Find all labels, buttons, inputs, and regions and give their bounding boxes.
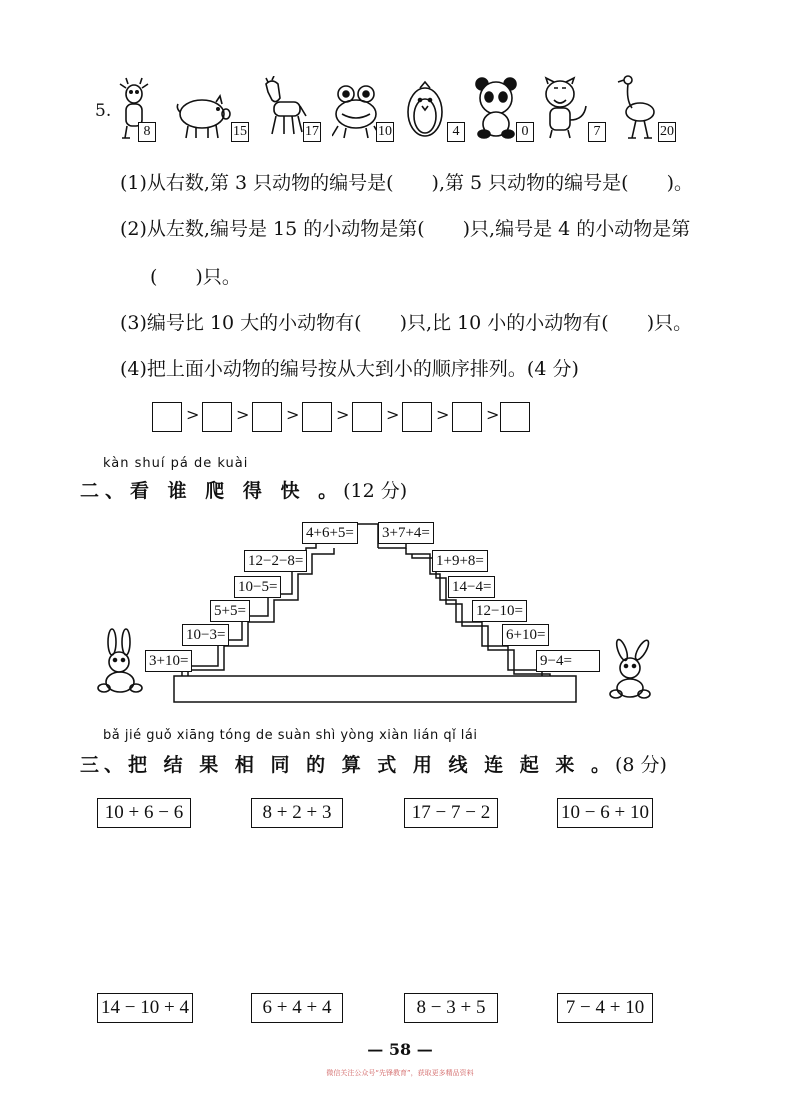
answer-box[interactable] <box>352 402 382 432</box>
step-right-1: 3+7+4= <box>378 522 434 544</box>
expression-bottom-4[interactable]: 7 − 4 + 10 <box>557 993 653 1023</box>
answer-box[interactable] <box>452 402 482 432</box>
section-3-title: 三、把 结 果 相 同 的 算 式 用 线 连 起 来 。(8 分) <box>80 754 667 776</box>
penguin-icon <box>404 80 446 140</box>
greater-than-sign: > <box>186 405 200 424</box>
section-2-title: 二、看 谁 爬 得 快 。(12 分) <box>80 480 408 502</box>
rabbit-right-icon <box>608 638 656 700</box>
question-line-3: (3)编号比 10 大的小动物有( )只,比 10 小的小动物有( )只。 <box>120 312 693 334</box>
ostrich-icon <box>614 74 658 142</box>
greater-than-sign: > <box>486 405 500 424</box>
answer-box[interactable] <box>402 402 432 432</box>
question-line-4: (4)把上面小动物的编号按从大到小的顺序排列。(4 分) <box>120 358 579 380</box>
panda-icon <box>474 76 518 140</box>
expression-bottom-1[interactable]: 14 − 10 + 4 <box>97 993 193 1023</box>
answer-box[interactable] <box>500 402 530 432</box>
section-2-pinyin: kàn shuí pá de kuài <box>103 456 249 471</box>
expression-top-4[interactable]: 10 − 6 + 10 <box>557 798 653 828</box>
frog-icon <box>332 82 382 140</box>
animal-number-tag: 7 <box>588 122 606 142</box>
step-left-2: 12−2−8= <box>244 550 307 572</box>
expression-top-3[interactable]: 17 − 7 − 2 <box>404 798 498 828</box>
step-right-6: 9−4= <box>536 650 600 672</box>
step-right-2: 1+9+8= <box>432 550 488 572</box>
step-left-5: 10−3= <box>182 624 229 646</box>
expression-top-2[interactable]: 8 + 2 + 3 <box>251 798 343 828</box>
expression-top-1[interactable]: 10 + 6 − 6 <box>97 798 191 828</box>
animal-number-tag: 4 <box>447 122 465 142</box>
section-3-pinyin: bǎ jié guǒ xiāng tóng de suàn shì yòng xiàn lián qǐ lái <box>103 728 478 743</box>
step-right-3: 14−4= <box>448 576 495 598</box>
answer-box[interactable] <box>152 402 182 432</box>
question-line-2-cont: ( )只。 <box>150 266 241 288</box>
tiger-icon <box>540 76 590 140</box>
step-right-4: 12−10= <box>472 600 527 622</box>
greater-than-sign: > <box>286 405 300 424</box>
animal-number-tag: 8 <box>138 122 156 142</box>
question-line-2: (2)从左数,编号是 15 的小动物是第( )只,编号是 4 的小动物是第 <box>120 218 691 240</box>
rabbit-left-icon <box>96 628 146 694</box>
animal-number-tag: 15 <box>231 122 249 142</box>
pig-icon <box>174 94 232 140</box>
answer-box[interactable] <box>252 402 282 432</box>
answer-box[interactable] <box>302 402 332 432</box>
greater-than-sign: > <box>336 405 350 424</box>
question-number: 5. <box>95 101 112 121</box>
answer-box[interactable] <box>202 402 232 432</box>
animal-number-tag: 20 <box>658 122 676 142</box>
step-right-5: 6+10= <box>502 624 549 646</box>
greater-than-sign: > <box>386 405 400 424</box>
animal-number-tag: 0 <box>516 122 534 142</box>
step-left-1: 4+6+5= <box>302 522 358 544</box>
expression-bottom-2[interactable]: 6 + 4 + 4 <box>251 993 343 1023</box>
step-left-3: 10−5= <box>234 576 281 598</box>
expression-bottom-3[interactable]: 8 − 3 + 5 <box>404 993 498 1023</box>
page-number: — 58 — <box>367 1040 433 1059</box>
step-left-6: 3+10= <box>145 650 192 672</box>
question-line-1: (1)从右数,第 3 只动物的编号是( ),第 5 只动物的编号是( )。 <box>120 172 693 194</box>
greater-than-sign: > <box>236 405 250 424</box>
footer-note: 微信关注公众号“先锋教育”，获取更多精品资料 <box>326 1069 474 1077</box>
greater-than-sign: > <box>436 405 450 424</box>
step-left-4: 5+5= <box>210 600 250 622</box>
animal-number-tag: 10 <box>376 122 394 142</box>
horse-icon <box>256 76 308 140</box>
animal-number-tag: 17 <box>303 122 321 142</box>
